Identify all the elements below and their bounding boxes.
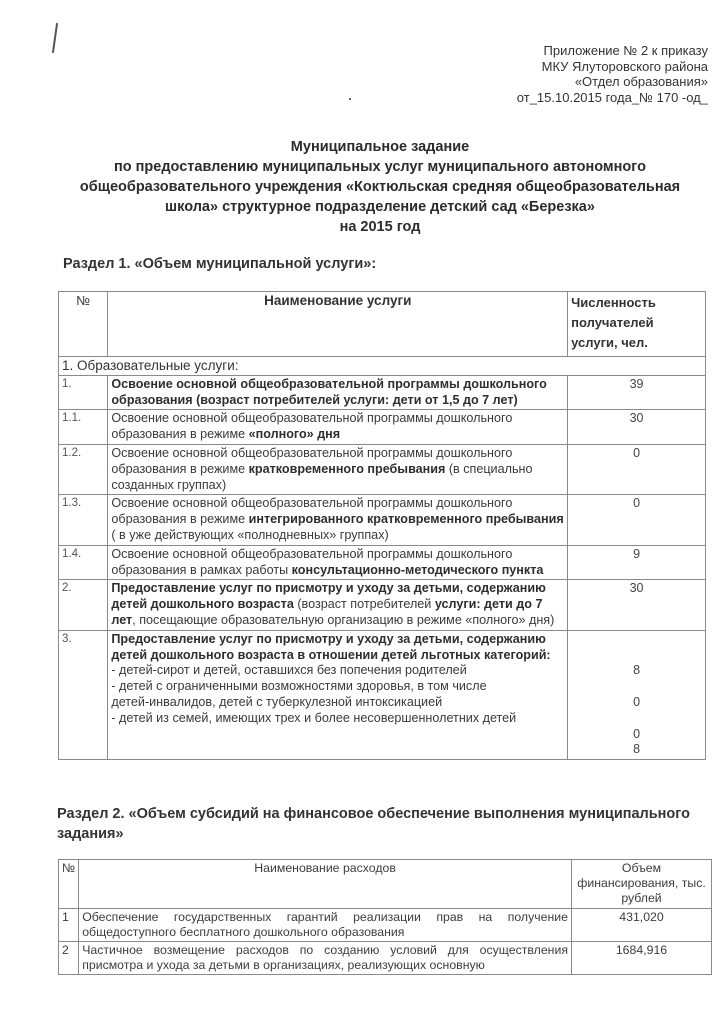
spacer (571, 632, 702, 648)
title-line: общеобразовательного учреждения «Коктюльская средняя общеобразовательная (79, 179, 681, 195)
beneficiary-category: - детей из семей, имеющих трех и более несовершеннолетних детей (111, 710, 517, 725)
service-name-part: Освоение основной общеобразовательной программы дошкольного образования в режиме (111, 445, 513, 476)
service-name-part: , посещающие образовательную организацию в режиме «полного» дня) (132, 612, 555, 627)
beneficiary-category: детей-инвалидов, детей с туберкулезной интоксикацией (111, 694, 443, 709)
table-header-row (59, 292, 706, 357)
beneficiary-category: - детей-сирот и детей, оставшихся без попечения родителей (111, 663, 467, 678)
service-name-part: (в специально созданных группах) (111, 461, 533, 492)
table-row (59, 942, 712, 975)
recipients-count: 39 (568, 375, 706, 410)
service-name (108, 630, 568, 759)
service-name (108, 495, 568, 545)
section2-heading: Раздел 2. «Объем субсидий на финансовое обеспечение выполнения муниципального задания» (57, 806, 690, 842)
title-line: Муниципальное задание (290, 139, 470, 155)
service-name (108, 545, 568, 580)
title-line: на 2015 год (339, 219, 421, 235)
service-name-part: интегрированного кратковременного пребывания (248, 512, 564, 527)
category-count: 8 (633, 742, 641, 757)
header-service-name: Наименование услуги (108, 292, 568, 357)
beneficiary-category-list (111, 663, 564, 726)
service-name-part: Освоение основной общеобразовательной программы дошкольного образования в режиме (111, 496, 513, 527)
service-name-part: кратковременного пребывания (248, 461, 446, 476)
row-number: 1.3. (59, 495, 108, 545)
service-name-part: услуги: дети до 7 лет (111, 597, 543, 627)
row-number: 1 (59, 909, 79, 942)
appendix-line: МКУ Ялуторовского района (541, 58, 708, 74)
recipients-count: 30 (568, 410, 706, 445)
row-number: 1. (59, 375, 108, 410)
recipients-count: 8 (633, 663, 641, 678)
category-count (571, 711, 702, 727)
header-funding-volume: Объем финансирования, тыс. рублей (572, 860, 712, 909)
service-name-main: Предоставление услуг по присмотру и уходу за детьми, содержанию детей дошкольного возраста в отношении детей льготных категорий: (111, 631, 551, 662)
recipients-count-stack (568, 630, 706, 759)
row-number: 2. (59, 580, 108, 630)
scan-speck (349, 98, 351, 100)
subsidy-table (58, 859, 712, 975)
appendix-line: «Отдел образования» (574, 74, 708, 89)
header-expense-name: Наименование расходов (79, 860, 572, 909)
expense-name: Обеспечение государственных гарантий реализации прав на получение общедоступного бесплатного дошкольного образования (79, 909, 572, 942)
header-recipients-count: Численность получателей услуги, чел. (568, 292, 706, 357)
spacer (571, 679, 702, 695)
service-name-part: ( в уже действующих «полнодневных» группах) (111, 527, 389, 542)
service-name-part: Освоение основной общеобразовательной программы дошкольного образования в рамках работы (111, 546, 513, 577)
table-row (59, 630, 706, 759)
recipients-count: 9 (568, 545, 706, 580)
recipients-count: 0 (568, 495, 706, 545)
service-name-part: Освоение основной общеобразовательной программы дошкольного образования (возраст потребителей услуги: дети от 1,5 до 7 лет) (111, 376, 547, 407)
table-row (59, 444, 706, 494)
service-name-part: Предоставление услуг по присмотру и уходу за детьми, содержанию детей дошкольного возраста (111, 581, 546, 612)
row-number: 1.1. (59, 410, 108, 445)
category-count: 0 (633, 694, 641, 709)
section1-heading: Раздел 1. «Объем муниципальной услуги»: (63, 256, 377, 272)
service-name (108, 410, 568, 445)
service-name-part: Освоение основной общеобразовательной программы дошкольного образования в режиме (111, 411, 513, 442)
header-number: № (59, 860, 79, 909)
table-row (59, 375, 706, 410)
service-name (108, 375, 568, 410)
funding-amount: 1684,916 (572, 942, 712, 975)
beneficiary-category: - детей с ограниченными возможностями здоровья, в том числе (111, 679, 487, 694)
spacer (571, 648, 702, 664)
group-label: 1. Образовательные услуги: (59, 357, 706, 376)
funding-amount: 431,020 (572, 909, 712, 942)
table-row (59, 545, 706, 580)
header-number: № (59, 292, 108, 357)
title-line: по предоставлению муниципальных услуг муниципального автономного (114, 159, 646, 175)
service-name-part: (возраст потребителей (297, 597, 435, 612)
table-row (59, 909, 712, 942)
row-number: 1.2. (59, 444, 108, 494)
expense-name: Частичное возмещение расходов по созданию условий для осуществления присмотра и ухода за детьми в организациях, реализующих основную (79, 942, 572, 975)
table-row (59, 495, 706, 545)
appendix-line: от_15.10.2015 года_№ 170 -од_ (516, 89, 708, 105)
services-volume-table (58, 291, 706, 760)
row-number: 1.4. (59, 545, 108, 580)
table-row (59, 410, 706, 445)
table-row (59, 580, 706, 630)
row-number: 2 (59, 942, 79, 975)
recipients-count: 0 (568, 444, 706, 494)
category-count: 0 (633, 726, 641, 741)
service-name (108, 580, 568, 630)
service-name (108, 444, 568, 494)
title-line: школа» структурное подразделение детский сад «Березка» (165, 199, 595, 215)
margin-pen-mark (52, 23, 58, 53)
row-number: 3. (59, 630, 108, 759)
table-header-row (59, 860, 712, 909)
group-row (59, 357, 706, 376)
appendix-line: Приложение № 2 к приказу (543, 43, 708, 58)
service-name-part: консультационно-методического пункта (291, 562, 544, 577)
recipients-count: 30 (568, 580, 706, 630)
service-name-part: «полного» дня (248, 427, 341, 442)
appendix-reference (517, 43, 708, 105)
document-title (60, 137, 700, 237)
